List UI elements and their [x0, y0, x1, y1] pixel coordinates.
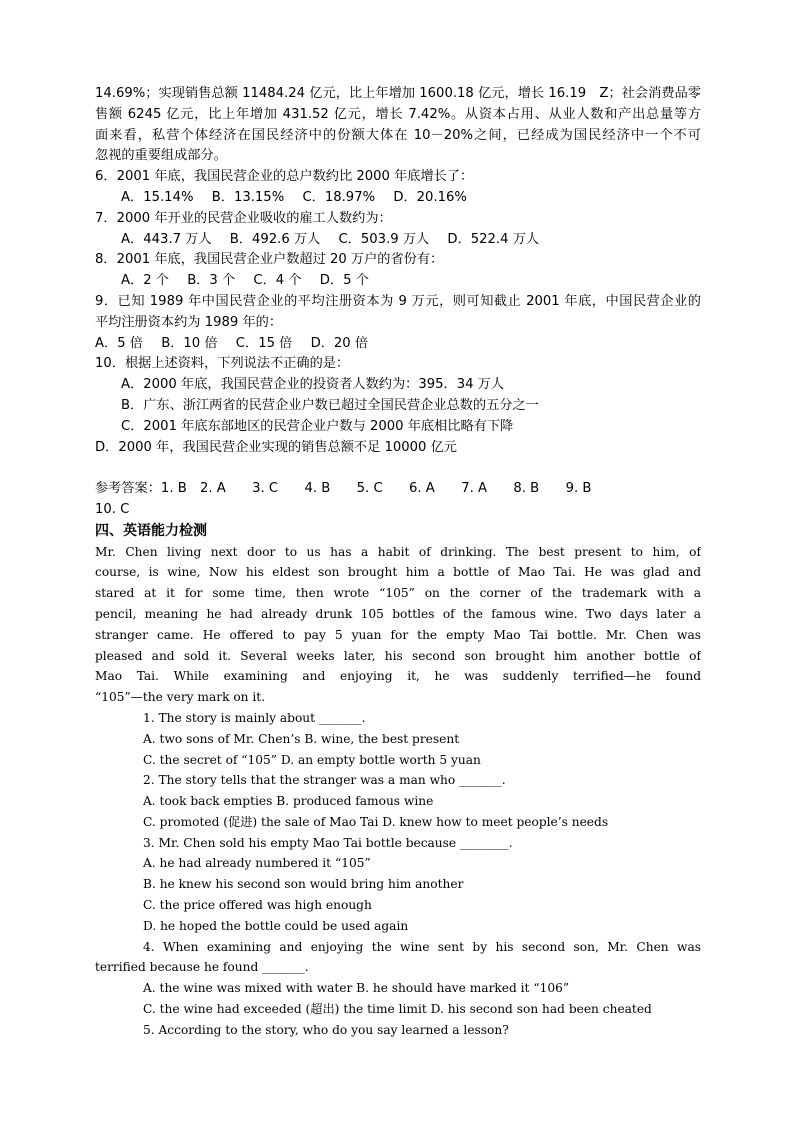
passage-line: pleased and sold it. Several weeks later, his second son brought him another bottle of	[95, 648, 701, 663]
en-question-3-option-c: C. the price offered was high enough	[143, 898, 372, 913]
question-8-stem: 8．2001 年底，我国民营企业户数超过 20 万户的省份有：	[95, 252, 444, 268]
passage-line: stared at it for some time, then wrote “105” on the corner of the trademark with a	[95, 586, 701, 601]
en-question-4-options: C. the wine had exceeded (超出) the time limit D. his second son had been cheated	[143, 1002, 652, 1017]
option: A．5 倍	[95, 335, 143, 351]
en-question-2-stem: 2. The story tells that the stranger was a man who _______.	[143, 773, 506, 788]
question-10-option-a: A．2000 年底，我国民营企业的投资者人数约为：395．34 万人	[121, 377, 505, 393]
intro-line: 14.69%；实现销售总额 11484.24 亿元，比上年增加 1600.18 亿元，增长 16.19 Z；社会消费品零	[95, 86, 701, 101]
en-question-5-stem: 5. According to the story, who do you say learned a lesson?	[143, 1022, 509, 1037]
option: B．492.6 万人	[229, 231, 321, 247]
option: C．503.9 万人	[338, 231, 430, 247]
en-question-4-options: A. the wine was mixed with water B. he should have marked it “106”	[143, 981, 570, 996]
option: A．2 个	[121, 273, 169, 289]
option: D．5 个	[319, 273, 369, 289]
option: D．522.4 万人	[447, 231, 540, 247]
en-question-3-option-a: A. he had already numbered it “105”	[143, 856, 371, 871]
option: B．3 个	[187, 273, 236, 289]
en-question-3-option-b: B. he knew his second son would bring him another	[143, 877, 464, 892]
en-question-1-stem: 1. The story is mainly about _______.	[143, 710, 366, 725]
question-10-option-d: D．2000 年，我国民营企业实现的销售总额不足 10000 亿元	[95, 439, 457, 455]
question-9-stem-cont: 平均注册资本约为 1989 年的：	[95, 314, 283, 330]
question-7-options	[95, 230, 701, 251]
passage-line: pencil, meaning he had already drunk 105 bottles of the famous wine. Two days later a	[95, 606, 701, 621]
option: C．18.97%	[302, 189, 376, 205]
en-question-4-stem-cont: terrified because he found _______.	[95, 960, 309, 975]
question-10-option-c: C．2001 年底东部地区的民营企业户数与 2000 年底相比略有下降	[121, 418, 514, 434]
option: C．15 倍	[235, 335, 293, 351]
question-10-option-b: B．广东、浙江两省的民营企业户数已超过全国民营企业总数的五分之一	[121, 397, 539, 413]
question-9-stem: 9．已知 1989 年中国民营企业的平均注册资本为 9 万元，则可知截止 2001 年底，中国民营企业的	[95, 293, 701, 309]
intro-line: 忽视的重要组成部分。	[95, 148, 227, 164]
option: B．10 倍	[161, 335, 218, 351]
question-7-stem: 7．2000 年开业的民营企业吸收的雇工人数约为：	[95, 210, 392, 226]
option: B．13.15%	[211, 189, 285, 205]
question-6-stem: 6．2001 年底，我国民营企业的总户数约比 2000 年底增长了：	[95, 169, 474, 185]
en-question-3-stem: 3. Mr. Chen sold his empty Mao Tai bottle because ________.	[143, 835, 513, 850]
section-4-title: 四、英语能力检测	[95, 522, 207, 539]
question-10-stem: 10．根据上述资料，下列说法不正确的是：	[95, 356, 350, 372]
option: A．15.14%	[121, 189, 194, 205]
passage-line: stranger came. He offered to pay 5 yuan for the empty Mao Tai bottle. Mr. Chen was	[95, 627, 701, 642]
en-question-2-options: A. took back empties B. produced famous wine	[143, 794, 434, 809]
answer-key-cont: 10. C	[95, 501, 130, 517]
question-6-options	[95, 188, 701, 209]
passage-line: Mr. Chen living next door to us has a habit of drinking. The best present to him, of	[95, 544, 701, 559]
en-question-3-option-d: D. he hoped the bottle could be used again	[143, 918, 409, 933]
en-question-4-stem: 4. When examining and enjoying the wine sent by his second son, Mr. Chen was	[143, 939, 701, 954]
en-question-1-options: A. two sons of Mr. Chen’s B. wine, the best present	[143, 731, 460, 746]
option: D．20 倍	[310, 335, 369, 351]
en-question-2-options: C. promoted (促进) the sale of Mao Tai D. knew how to meet people’s needs	[143, 814, 609, 829]
passage-line: Mao Tai. While examining and enjoying it, he was suddenly terrified—he found	[95, 669, 701, 684]
question-8-options	[95, 271, 701, 292]
option: C．4 个	[253, 273, 302, 289]
passage-line: course, is wine, Now his eldest son brought him a bottle of Mao Tai. He was glad and	[95, 565, 701, 580]
intro-line: 面来看，私营个体经济在国民经济中的份额大体在 10－20%之间，已经成为国民经济中一个不可	[95, 127, 701, 143]
option: A．443.7 万人	[121, 231, 212, 247]
question-9-options	[95, 334, 701, 355]
option: D．20.16%	[393, 189, 467, 205]
spacer	[95, 458, 701, 479]
answer-key: 参考答案：1. B 2. A 3. C 4. B 5. C 6. A 7. A 8. B 9. B	[95, 481, 592, 497]
en-question-1-options: C. the secret of “105” D. an empty bottle worth 5 yuan	[143, 752, 481, 767]
document-content	[95, 84, 701, 1041]
intro-line: 售额 6245 亿元，比上年增加 431.52 亿元，增长 7.42%。从资本占用、从业人数和产出总量等方	[95, 106, 701, 122]
passage-line: “105”—the very mark on it.	[95, 690, 266, 705]
